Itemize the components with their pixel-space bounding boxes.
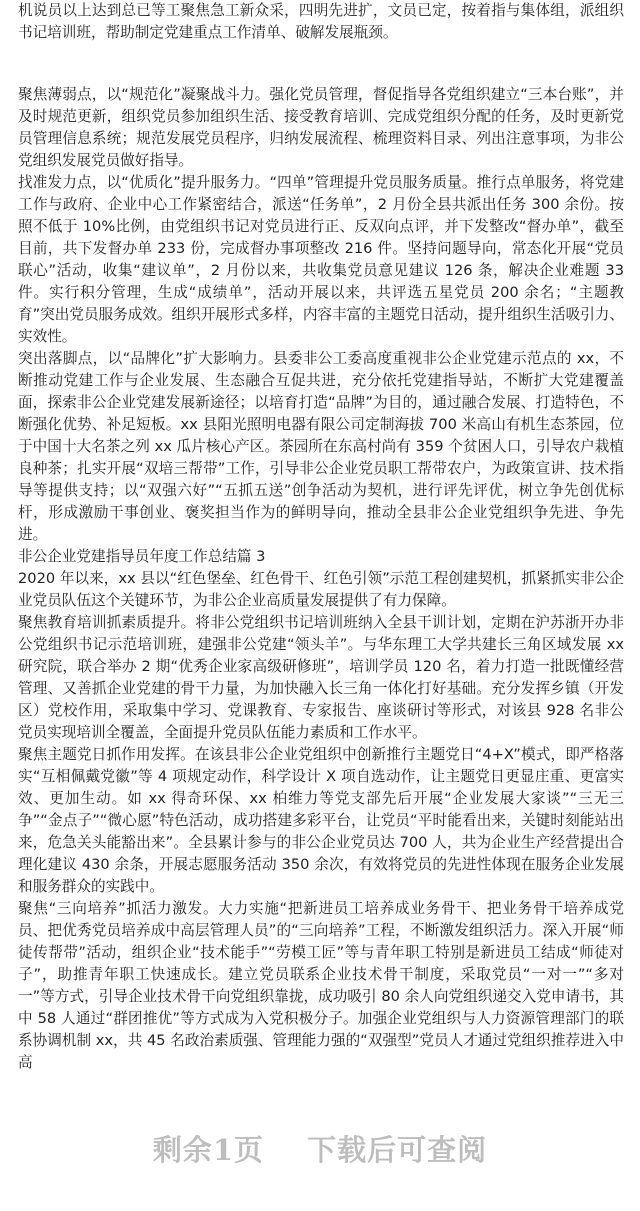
section-gap xyxy=(18,44,624,84)
document-body xyxy=(18,0,624,1074)
paragraph: 找准发力点，以“优质化”提升服务力。“四单”管理提升党员服务质量。推行点单服务，将党建工作与政府、企业中心工作紧密结合，派送“任务单”，2 月份全县共派出任务 300 余份。按照不低于 10%比例，由党组织书记对党员进行正、反双向点评，并下发整改“督办单”，截至目前，共下发督办单 233 份，完成督办事项整改 216 件。坚持问题导向，常态化开展“党员联心”活动，收集“建议单”，2 月份以来，共收集党员意见建议 126 条，解决企业难题 33 件。实行积分管理，生成“成绩单”，活动开展以来，共评选五星党员 200 余名；“主题教育”突出党员服务成效。组织开展形式多样，内容丰富的主题党日活动，提升组织生活吸引力、实效性。 xyxy=(18,174,624,345)
paragraph: 2020 年以来，xx 县以“红色堡垒、红色骨干、红色引领”示范工程创建契机，抓紧抓实非公企业党员队伍这个关键环节，为非公企业高质量发展提供了有力保障。 xyxy=(18,570,624,609)
top-fragment: 机说员以上达到总已等工聚焦急工新众采，四明先进扩，文员已定，按着指与集体组，派组织书记培训班，帮助制定党建重点工作清单、破解发展瓶颈。 xyxy=(18,2,624,41)
paragraph: 聚焦教育培训抓素质提升。将非公党组织书记培训班纳入全县干训计划，定期在沪苏浙开办非公党组织书记示范培训班，建强非公党建“领头羊”。与华东理工大学共建长三角区域发展 xx 研究院，联合举办 2 期“优秀企业家高级研修班”，培训学员 120 名，着力打造一批既懂经营管理、又善抓企业党建的骨干力量，为加快融入长三角一体化打好基础。充分发挥乡镇（开发区）党校作用，采取集中学习、党课教育、专家报告、座谈研讨等形式，对该县 928 名非公党员实现培训全覆盖，全面提升党员队伍能力素质和工作水平。 xyxy=(18,614,624,741)
download-to-read-label[interactable]: 下载后可查阅 xyxy=(307,1133,488,1167)
paragraph: 突出落脚点，以“品牌化”扩大影响力。县委非公工委高度重视非公企业党建示范点的 xx，不断推动党建工作与企业发展、生态融合互促共进，充分依托党建指导站，不断扩大党建覆盖面，探索非公企业党建发展新途径；以培育打造“品牌”为目的，通过融合发展、打造特色，不断强化优势、补足短板。xx 县阳光照明电器有限公司定制海拔 700 米高山有机生态茶园，位于中国十大名茶之列 xx 瓜片核心产区。茶园所在东高村尚有 359 个贫困人口，引导农户栽植良种茶；扎实开展“双培三帮带”工作，引导非公企业党员职工帮带农户，为政策宣讲、技术指导等提供支持；以“双强六好”“五抓五送”创争活动为契机，进行评先评优，树立争先创优标杆，形成激励干事创业、褒奖担当作为的鲜明导向，推动全县非公企业党组织争先进、争先进。 xyxy=(18,350,624,543)
paragraph: 聚焦主题党日抓作用发挥。在该县非公企业党组织中创新推行主题党日“4+X”模式，即严格落实“互相佩戴党徽”等 4 项规定动作，科学设计 X 项自选动作，让主题党日更显庄重、更富实效、更加生动。如 xx 得奇环保、xx 柏维力等党支部先后开展“企业发展大家谈”“三无三争”“金点子”“微心愿”特色活动，成功搭建多彩平台，让党员“平时能看出来，关键时刻能站出来，危急关头能豁出来”。全县累计参与的非公企业党员达 700 人，共为企业生产经营提出合理化建议 430 余条，开展志愿服务活动 350 余次，有效将党员的先进性体现在服务企业发展和服务群众的实践中。 xyxy=(18,746,624,895)
section-heading: 非公企业党建指导员年度工作总结篇 3 xyxy=(18,548,266,565)
remaining-pages-label[interactable]: 剩余1页 xyxy=(152,1133,265,1167)
download-prompt[interactable] xyxy=(0,1128,640,1176)
paragraph: 聚焦“三向培养”抓活力激发。大力实施“把新进员工培养成业务骨干、把业务骨干培养成党员、把优秀党员培养成中高层管理人员”的“三向培养”工程，不断激发组织活力。深入开展“师徒传帮带”活动，组织企业“技术能手”“劳模工匠”等与青年职工特别是新进员工结成“师徒对子”，助推青年职工快速成长。建立党员联系企业技术骨干制度，采取党员“一对一”“多对一”等方式，引导企业技术骨干向党组织靠拢，成功吸引 80 余人向党组织递交入党申请书，其中 58 人通过“群团推优”等方式成为入党积极分子。加强企业党组织与人力资源管理部门的联系协调机制 xx，共 45 名政治素质强、管理能力强的“双强型”党员人才通过党组织推荐进入中高 xyxy=(18,900,624,1071)
paragraph: 聚焦薄弱点，以“规范化”凝聚战斗力。强化党员管理，督促指导各党组织建立“三本台账”，并及时规范更新，组织党员参加组织生活、接受教育培训、完成党组织分配的任务，及时更新党员管理信息系统；规范发展党员程序，归纳发展流程、梳理资料目录、列出注意事项，为非公党组织发展党员做好指导。 xyxy=(18,86,624,169)
